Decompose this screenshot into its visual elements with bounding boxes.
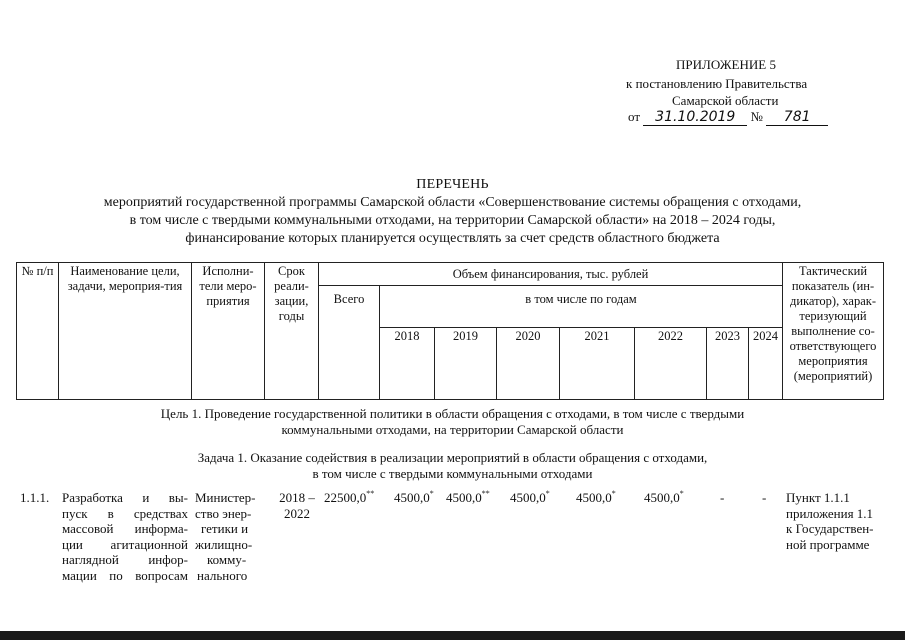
task-line-1: Задача 1. Оказание содействия в реализации мероприятий в области обращения с отходами,: [197, 450, 708, 465]
document-title: [0, 176, 905, 248]
title-line-2: в том числе с твердыми коммунальными отходами, на территории Самарской области» на 2018 – 2024 годы,: [129, 213, 776, 228]
row-name: Разработка и вы- пуск в средствах массовой информа- ции агитационной наглядной инфор- мации по вопросам: [62, 490, 188, 583]
row-value-2021: 4500,0*: [576, 489, 616, 505]
header-year-2018: 2018: [380, 328, 435, 400]
appendix-date-line: [628, 108, 828, 126]
header-term: Срок реали-зации, годы: [265, 263, 319, 400]
title-line-3: финансирование которых планируется осуществлять за счет средств областного бюджета: [185, 231, 720, 246]
header-exec: Исполни-тели меро-приятия: [192, 263, 265, 400]
header-year-2023: 2023: [707, 328, 749, 400]
row-value-2020: 4500,0*: [510, 489, 550, 505]
appendix-title: ПРИЛОЖЕНИЕ 5: [676, 57, 776, 72]
row-indicator: Пункт 1.1.1 приложения 1.1 к Государствен- ной программе: [786, 490, 874, 552]
handwritten-date: 31.10.2019: [643, 110, 747, 126]
header-name: Наименование цели, задачи, мероприя-тия: [59, 263, 192, 400]
row-total: 22500,0**: [324, 489, 375, 505]
measures-table-header: [16, 262, 884, 400]
header-volume: Объем финансирования, тыс. рублей: [319, 263, 783, 286]
row-value-2022: 4500,0*: [644, 489, 684, 505]
number-label: №: [750, 109, 763, 124]
header-num: № п/п: [17, 263, 59, 400]
row-value-2019: 4500,0**: [446, 489, 490, 505]
row-value-2018: 4500,0*: [394, 489, 434, 505]
row-executor: Министер- ство энер- гетики и жилищно- комму- нального: [195, 490, 256, 583]
task-section: [0, 450, 905, 482]
row-term: 2018 – 2022: [279, 490, 315, 521]
title-main: ПЕРЕЧЕНЬ: [416, 177, 489, 192]
header-year-2019: 2019: [435, 328, 497, 400]
appendix-line-3: Самарской области: [672, 93, 779, 108]
row-value-2023: -: [720, 490, 725, 505]
header-year-2022: 2022: [635, 328, 707, 400]
title-line-1: мероприятий государственной программы Самарской области «Совершенствование системы обращения с отходами,: [103, 195, 802, 210]
row-value-2024: -: [762, 490, 767, 505]
goal-section: [0, 406, 905, 438]
handwritten-number: 781: [766, 110, 828, 126]
header-by-years: в том числе по годам: [380, 286, 783, 328]
header-year-2020: 2020: [497, 328, 560, 400]
header-total: Всего: [319, 286, 380, 400]
header-year-2021: 2021: [560, 328, 635, 400]
goal-line-2: коммунальными отходами, на территории Самарской области: [281, 422, 624, 437]
appendix-line-2: к постановлению Правительства: [626, 76, 808, 91]
row-number: 1.1.1.: [20, 490, 50, 505]
task-line-2: в том числе с твердыми коммунальными отходами: [312, 466, 593, 481]
header-year-2024: 2024: [749, 328, 783, 400]
header-indicator: Тактический показатель (ин-дикатор), харак-теризующий выполнение со-ответствующего мероприятия (мероприятий): [783, 263, 884, 400]
goal-line-1: Цель 1. Проведение государственной политики в области обращения с отходами, в том числе с твердыми: [160, 406, 745, 421]
page-bottom-edge: [0, 631, 905, 640]
from-label: от: [628, 109, 641, 124]
